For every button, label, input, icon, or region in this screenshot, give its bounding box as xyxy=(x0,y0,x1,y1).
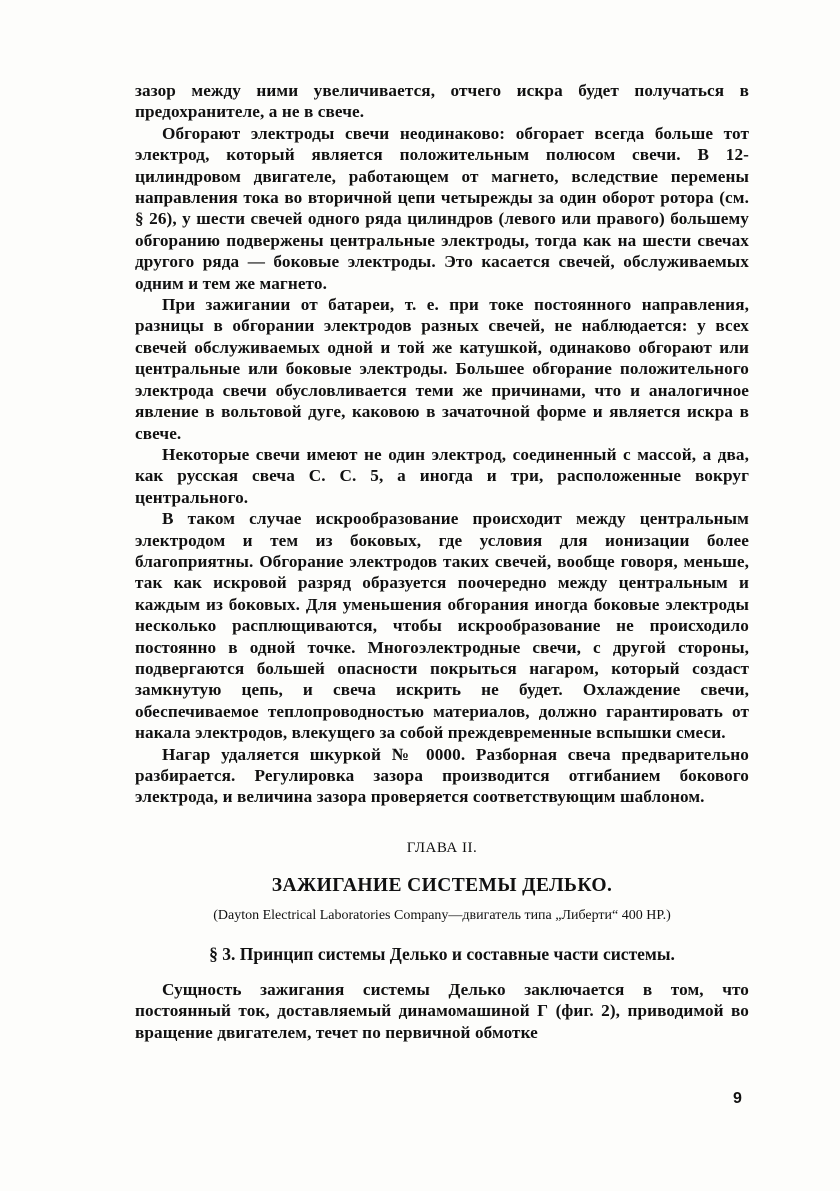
text-column xyxy=(135,80,749,1043)
section-heading: § 3. Принцип системы Делько и составные части системы. xyxy=(209,943,675,964)
paragraph-spark-formation: В таком случае искрообразование происходит между центральным электродом и тем из боковых, где условия для ионизации более благоприятны. Обгорание электродов таких свечей, вообще говоря, меньше, так как искровой разряд образуется поочередно между центральным и каждым из боковых. Для уменьшения обгорания иногда боковые электроды несколько расплющиваются, чтобы искрообразование не происходило постоянно в одной точке. Многоэлектродные свечи, с другой стороны, подвергаются большей опасности покрыться нагаром, который создаст замкнутую цепь, и свеча искрить не будет. Охлаждение свечи, обеспечиваемое теплопроводностью материалов, должно гарантировать от накала электродов, влекущего за собой преждевременные вспышки смеси. xyxy=(135,509,749,743)
paragraph-battery-ignition: При зажигании от батареи, т. е. при токе постоянного направления, разницы в обгорании электродов разных свечей, не наблюдается: у всех свечей обслуживаемых одной и той же катушкой, одинаково обгорают или центральные или боковые электроды. Большее обгорание положительного электрода свечи обусловливается теми же причинами, что и аналогичное явление в вольтовой дуге, каковою в зачаточной форме и является искра в свече. xyxy=(135,295,749,443)
paragraph-continuation: зазор между ними увеличивается, отчего искра будет получаться в предохранителе, а не в свече. xyxy=(135,81,749,122)
chapter-title: ЗАЖИГАНИЕ СИСТЕМЫ ДЕЛЬКО. xyxy=(271,874,613,896)
paragraph-delco-principle: Сущность зажигания системы Делько заключается в том, что постоянный ток, доставляемый динамомашиной Г (фиг. 2), приводимой во вращение двигателем, течет по первичной обмотке xyxy=(135,979,749,1042)
paragraph-electrode-burning: Обгорают электроды свечи неодинаково: обгорает всегда больше тот электрод, который является положительным полюсом свечи. В 12-цилиндровом двигателе, работающем от магнето, вследствие перемены направления тока во вторичной цепи четырежды за один оборот ротора (см. § 26), у шести свечей одного ряда цилиндров (левого или правого) большему обгоранию подвержены центральные электроды, тогда как на шести свечах другого ряда — боковые электроды. Это касается свечей, обслуживаемых одним и тем же магнето. xyxy=(135,123,749,293)
chapter-subtitle: (Dayton Electrical Laboratories Company—двигатель типа „Либерти“ 400 HP.) xyxy=(213,907,671,923)
paragraph-carbon-removal: Нагар удаляется шкуркой № 0000. Разборная свеча предварительно разбирается. Регулировка зазора производится отгибанием бокового электрода, и величина зазора проверяется соответствующим шаблоном. xyxy=(135,744,749,807)
paragraph-multi-electrode: Некоторые свечи имеют не один электрод, соединенный с массой, а два, как русская свеча С. С. 5, а иногда и три, расположенные вокруг центрального. xyxy=(135,444,749,507)
chapter-label: ГЛАВА II. xyxy=(406,839,478,856)
page-number: 9 xyxy=(733,1090,742,1107)
